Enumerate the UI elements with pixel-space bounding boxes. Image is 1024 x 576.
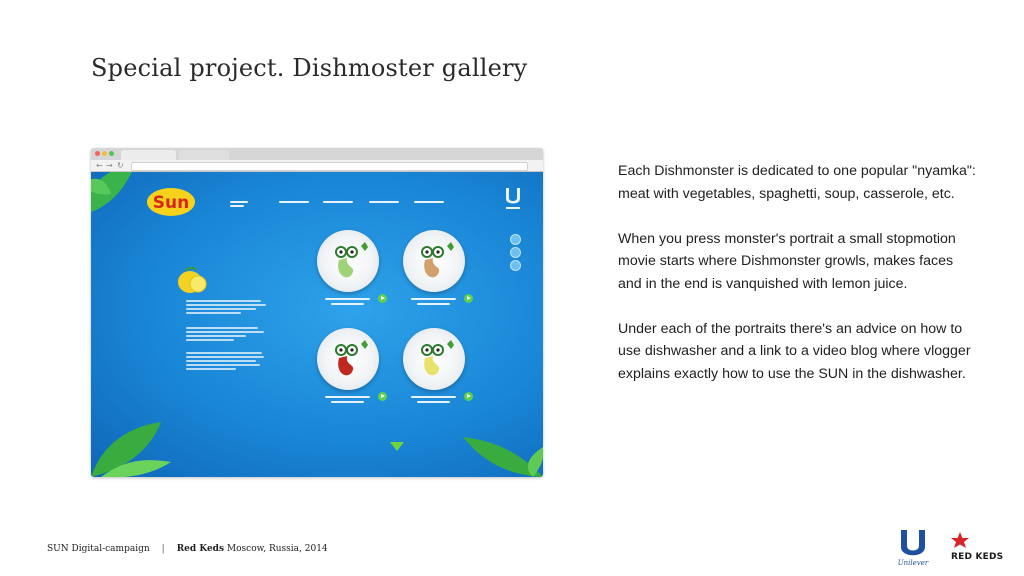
nav-link[interactable] (414, 201, 444, 203)
red-keds-logo-text: RED KEDS (951, 552, 1004, 562)
footer-agency: Red Keds (176, 544, 225, 554)
description-paragraph: Under each of the portraits there's an advice on how to use dishwasher and a link to a video blog where vlogger explains exactly how to use the SUN in the dishwasher. (618, 320, 971, 382)
plate-image[interactable] (317, 328, 379, 390)
url-field (131, 162, 528, 171)
plate-caption (325, 396, 370, 398)
lemon-illustration (176, 267, 208, 295)
footer-campaign: SUN Digital-campaign (47, 544, 150, 554)
plate-caption (331, 401, 364, 403)
nav-link[interactable] (323, 201, 353, 203)
footer-credits (47, 544, 328, 554)
minimize-window-icon (102, 151, 107, 156)
unilever-logo (895, 528, 931, 568)
svg-text:Unilever: Unilever (897, 559, 929, 567)
nav-link[interactable] (230, 201, 248, 203)
play-icon[interactable] (464, 294, 473, 303)
browser-tab-bar (91, 148, 543, 160)
slide-title: Special project. Dishmoster gallery (91, 54, 528, 82)
leaf-decoration (91, 417, 171, 477)
plate-caption (417, 303, 450, 305)
mockup-text-block (186, 327, 266, 343)
scroll-down-arrow-icon[interactable] (390, 442, 404, 451)
dishmonster-icon (317, 230, 379, 292)
footer-separator: | (161, 544, 165, 554)
plate-caption (411, 396, 456, 398)
plate-image[interactable] (403, 328, 465, 390)
sun-logo (146, 184, 196, 220)
reload-icon: ↻ (117, 161, 124, 170)
play-icon[interactable] (378, 294, 387, 303)
svg-text:Sun: Sun (152, 193, 190, 213)
unilever-mini-logo (504, 188, 522, 210)
mockup-text-block (186, 300, 266, 316)
footer-location: Moscow, Russia, 2014 (226, 544, 328, 554)
browser-tab (121, 150, 176, 160)
nav-link[interactable] (369, 201, 399, 203)
plate-caption (331, 303, 364, 305)
plate-image[interactable] (403, 230, 465, 292)
vk-icon[interactable] (510, 247, 521, 258)
mockup-text-block (186, 352, 266, 372)
maximize-window-icon (109, 151, 114, 156)
plate-caption (325, 298, 370, 300)
close-window-icon (95, 151, 100, 156)
address-bar (91, 160, 543, 172)
leaf-decoration (91, 172, 141, 224)
leaf-decoration (453, 427, 543, 477)
red-keds-star-icon (948, 530, 972, 550)
browser-mockup (91, 148, 543, 477)
google-plus-icon[interactable] (510, 260, 521, 271)
forward-icon: → (106, 161, 113, 170)
play-icon[interactable] (378, 392, 387, 401)
dishmonster-icon (403, 230, 465, 292)
plate-caption (411, 298, 456, 300)
nav-link[interactable] (230, 205, 244, 207)
nav-link[interactable] (279, 201, 309, 203)
facebook-icon[interactable] (510, 234, 521, 245)
website-viewport (91, 172, 543, 477)
description-paragraph: Each Dishmonster is dedicated to one popular "nyamka": meat with vegetables, spaghetti, soup, casserole, etc. (618, 163, 976, 202)
plate-image[interactable] (317, 230, 379, 292)
project-description (618, 160, 978, 408)
back-icon: ← (96, 161, 103, 170)
browser-tab (179, 150, 229, 160)
dishmonster-icon (317, 328, 379, 390)
plate-caption (417, 401, 450, 403)
description-paragraph: When you press monster's portrait a small stopmotion movie starts where Dishmonster growls, makes faces and in the end is vanquished with lemon juice. (618, 230, 956, 292)
play-icon[interactable] (464, 392, 473, 401)
dishmonster-icon (403, 328, 465, 390)
